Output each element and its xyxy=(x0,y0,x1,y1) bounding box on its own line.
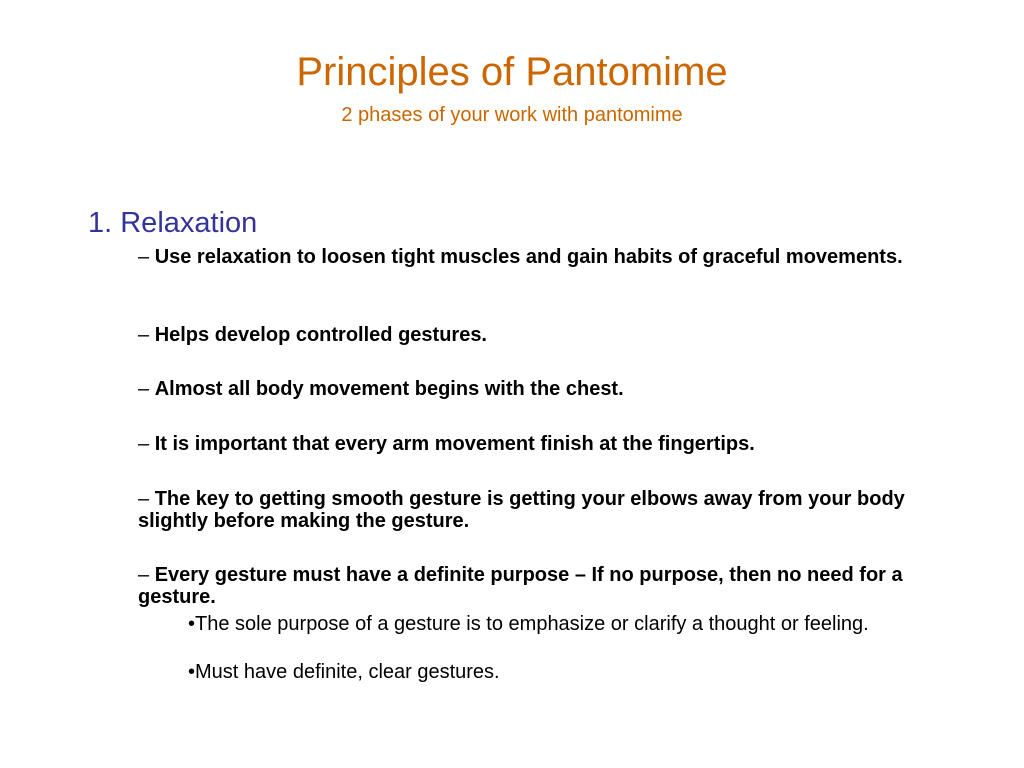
slide-subtitle: 2 phases of your work with pantomime xyxy=(341,104,683,126)
list-item xyxy=(138,564,968,608)
list-item xyxy=(138,433,968,455)
list-item-text: It is important that every arm movement finish at the fingertips. xyxy=(154,433,755,455)
section-heading: 1. Relaxation xyxy=(88,207,258,239)
sub-list-item-text: The sole purpose of a gesture is to emphasize or clarify a thought or feeling. xyxy=(195,613,869,635)
bullet-marker: • xyxy=(188,613,196,635)
list-item xyxy=(138,324,968,346)
sub-list-item xyxy=(188,661,928,683)
list-item xyxy=(138,378,968,400)
dash-marker: – xyxy=(138,246,155,268)
list-item-text: The key to getting smooth gesture is getting your elbows away from your body slightly before making the gesture. xyxy=(138,488,905,532)
list-item-text: Almost all body movement begins with the chest. xyxy=(154,378,624,400)
dash-marker: – xyxy=(138,324,155,346)
dash-marker: – xyxy=(138,378,155,400)
dash-marker: – xyxy=(138,488,155,510)
dash-marker: – xyxy=(138,564,155,586)
list-item xyxy=(138,488,968,532)
bullet-marker: • xyxy=(188,661,196,683)
list-item-text: Helps develop controlled gestures. xyxy=(154,324,487,346)
list-item-text: Every gesture must have a definite purpose – If no purpose, then no need for a gesture. xyxy=(138,564,903,608)
list-item xyxy=(138,246,968,268)
dash-marker: – xyxy=(138,433,155,455)
sub-list-item-text: Must have definite, clear gestures. xyxy=(195,661,500,683)
sub-list-item xyxy=(188,613,928,635)
list-item-text: Use relaxation to loosen tight muscles and gain habits of graceful movements. xyxy=(154,246,903,268)
slide-title: Principles of Pantomime xyxy=(296,50,728,94)
